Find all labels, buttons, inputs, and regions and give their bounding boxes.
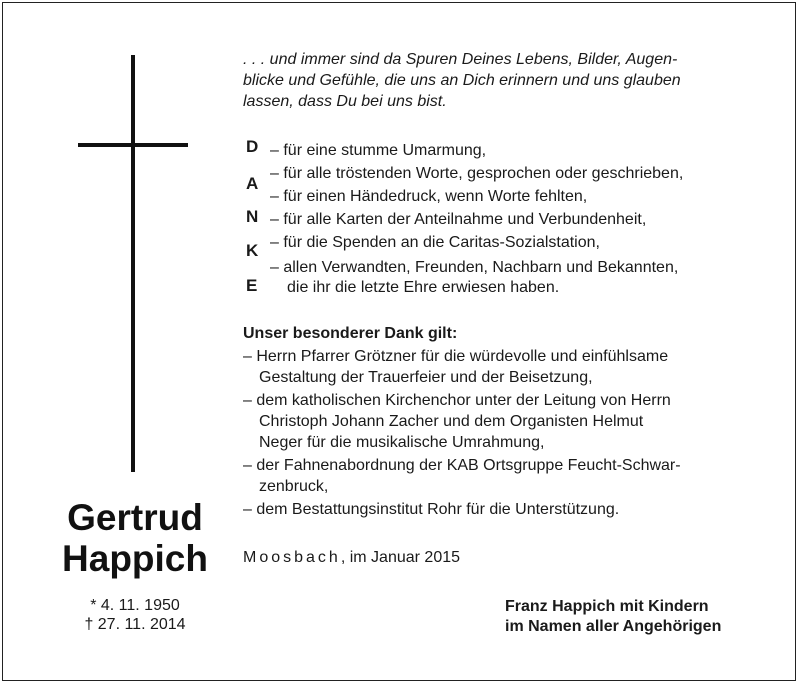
special-line: – Herrn Pfarrer Grötzner für die würdevolle und einfühlsame [243, 348, 669, 365]
deceased-last-name: Happich [62, 538, 208, 579]
danke-letter-n: N [246, 207, 259, 226]
danke-line: – für eine stumme Umarmung, [270, 142, 487, 159]
deceased-first-name: Gertrud [67, 497, 203, 538]
danke-line: die ihr die letzte Ehre erwiesen haben. [287, 279, 560, 296]
danke-line: – für alle Karten der Anteilnahme und Verbundenheit, [270, 211, 647, 228]
danke-line: – für einen Händedruck, wenn Worte fehlten, [270, 188, 588, 205]
special-line: – der Fahnenabordnung der KAB Ortsgruppe Feucht-Schwar- [243, 457, 681, 474]
special-line: Christoph Johann Zacher und dem Organisten Helmut [259, 413, 644, 430]
place-date: , im Januar 2015 [340, 549, 461, 566]
danke-letter-e: E [246, 276, 258, 295]
intro-line: . . . und immer sind da Spuren Deines Lebens, Bilder, Augen- [243, 51, 678, 68]
special-thanks-title: Unser besonderer Dank gilt: [243, 325, 458, 342]
special-line: – dem katholischen Kirchenchor unter der Leitung von Herrn [243, 392, 671, 409]
death-date: † 27. 11. 2014 [84, 616, 186, 633]
danke-line: – allen Verwandten, Freunden, Nachbarn und Bekannten, [270, 259, 679, 276]
cross-horizontal-bar [78, 143, 188, 147]
birth-date: * 4. 11. 1950 [90, 597, 180, 614]
signature-line-2: im Namen aller Angehörigen [505, 618, 722, 635]
intro-line: lassen, dass Du bei uns bist. [243, 93, 447, 110]
intro-line: blicke und Gefühle, die uns an Dich erinnern und uns glauben [243, 72, 681, 89]
danke-line: – für die Spenden an die Caritas-Sozialstation, [270, 234, 600, 251]
danke-letter-d: D [246, 137, 259, 156]
special-line: Gestaltung der Trauerfeier und der Beisetzung, [259, 369, 593, 386]
place-and-date [243, 547, 460, 568]
intro-quote [243, 49, 763, 112]
danke-letter-k: K [246, 241, 259, 260]
cross-vertical-bar [131, 55, 135, 472]
special-line: zenbruck, [259, 478, 329, 495]
place-town: Moosbach [243, 549, 341, 566]
special-line: – dem Bestattungsinstitut Rohr für die Unterstützung. [243, 501, 620, 518]
signature-line-1: Franz Happich mit Kindern [505, 598, 709, 615]
danke-letter-a: A [246, 174, 259, 193]
special-line: Neger für die musikalische Umrahmung, [259, 434, 545, 451]
danke-line: – für alle tröstenden Worte, gesprochen oder geschrieben, [270, 165, 684, 182]
